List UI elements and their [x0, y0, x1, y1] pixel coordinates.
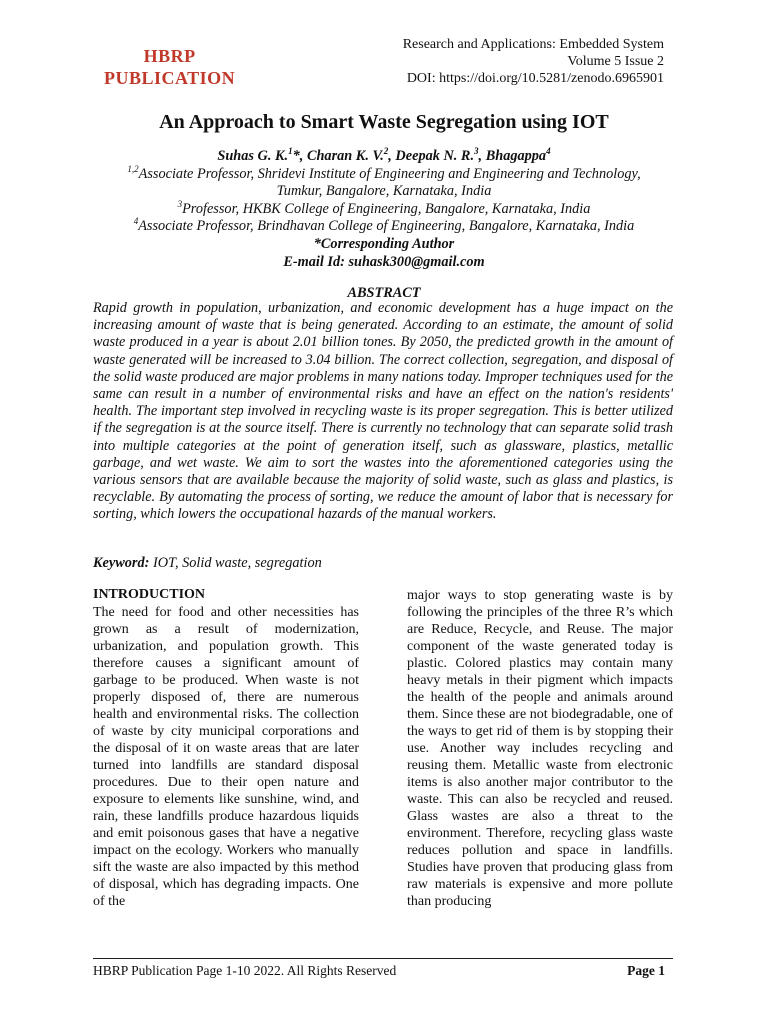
- publisher-name-line2: PUBLICATION: [104, 68, 236, 88]
- author-name: Suhas G. K.: [217, 148, 289, 164]
- keyword-label: Keyword:: [93, 555, 150, 571]
- footer-divider: [93, 958, 673, 959]
- footer-copyright: HBRP Publication Page 1-10 2022. All Rights Reserved: [93, 963, 397, 978]
- author-sep: ,: [478, 148, 486, 164]
- author-sup: 3: [474, 146, 479, 157]
- abstract-text: Rapid growth in population, urbanization, and economic development has a huge impact on the increasing amount of waste that is being generated. According to an estimate, the amount of solid waste produced in a year is about 2.01 billion tones. By 2050, the predicted growth in the amount of waste generated will be increased to 3.04 billion. The correct collection, segregation, and disposal of the solid waste produced are major problems in many nations today. Improper techniques used for the same can result in a number of environmental risks and have an effect on the nation's residents' health. The important step involved in recycling waste is its proper segregation. This is better utilized if the segregation is at the source itself. There is currently no technology that can separate solid trash into multiple categories at the point of generation itself, such as glassware, plastics, metallic garbage, and wet waste. We aim to sort the wastes into the aforementioned categories using the various sensors that are available because the majority of solid waste, such as glass and plastics, is recyclable. By automating the process of sorting, we reduce the amount of labor that is necessary for sorting, which lowers the occupational hazards of the manual workers.: [93, 300, 673, 523]
- affiliation-sup: 3: [177, 199, 183, 210]
- publisher-logo: [104, 45, 235, 89]
- author-sup: 1: [288, 146, 293, 157]
- author-sup: 4: [546, 146, 551, 157]
- journal-doi: DOI: https://doi.org/10.5281/zenodo.6965901: [406, 71, 664, 86]
- abstract-heading: ABSTRACT: [347, 285, 421, 301]
- keywords: [93, 555, 322, 572]
- journal-title: Research and Applications: Embedded System: [402, 37, 664, 52]
- affiliation-text: Associate Professor, Brindhavan College of Engineering, Bangalore, Karnataka, India: [138, 218, 635, 235]
- affiliation-sup: 1,2: [127, 163, 139, 174]
- introduction-column-right: major ways to stop generating waste is by following the principles of the three R’s which are Reduce, Recycle, and Reuse. The major component of the waste generated today is plastic. Colored plastics may contain many heavy metals in their pigment which impacts the health of the people and animals around them. Since these are not biodegradable, one of the ways to get rid of them is by stopping their use. Another way includes recycling and reusing them. Metallic waste from electronic items is also another major contributor to the waste. This can also be recycled and reused. Glass wastes are also a threat to the environment. Therefore, recycling glass waste reduces pollution and space in landfills. Studies have proven that producing glass from raw materials is expensive and more pollute than producing: [407, 588, 673, 909]
- affiliation: [96, 218, 672, 236]
- keyword-values: IOT, Solid waste, segregation: [149, 555, 322, 571]
- affiliation: [96, 201, 672, 219]
- corresponding-author: *Corresponding Author: [313, 235, 455, 252]
- journal-info: [403, 36, 664, 87]
- page-number: Page 1: [627, 963, 665, 978]
- publisher-name-line1: HBRP: [143, 46, 196, 66]
- author-name: Bhagappa: [485, 148, 547, 164]
- author-sup: 2: [383, 146, 389, 157]
- author-list: [96, 148, 672, 166]
- introduction-column-left: The need for food and other necessities has grown as a result of modernization, urbanization, and population growth. This therefore causes a significant amount of garbage to be produced. When waste is not properly disposed of, there are numerous health and environmental risks. The collection of waste by city municipal corporations and the disposal of it on waste areas that are later turned into landfills are standard disposal procedures. Due to their open nature and exposure to elements like sunshine, wind, and rain, these landfills produce hazardous liquids and emit poisonous gases that have a negative impact on the ecology. Workers who manually sift the waste are also impacted by this method of disposal, which has degrading impacts. One of the: [93, 605, 359, 909]
- author-name: Deepak N. R.: [395, 148, 475, 164]
- author-name: Charan K. V.: [306, 148, 384, 164]
- affiliation-text: Professor, HKBK College of Engineering, Bangalore, Karnataka, India: [182, 200, 591, 217]
- author-email: E-mail Id: suhask300@gmail.com: [283, 253, 485, 270]
- affiliation: [96, 163, 672, 184]
- paper-title: An Approach to Smart Waste Segregation using IOT: [159, 111, 609, 133]
- affiliation-sup: 4: [133, 216, 139, 227]
- introduction-heading: INTRODUCTION: [93, 587, 206, 602]
- authors-block: [96, 148, 672, 271]
- journal-volume: Volume 5 Issue 2: [567, 54, 664, 69]
- author-sep: ,: [388, 148, 396, 164]
- affiliation-text: Associate Professor, Shridevi Institute of Engineering and Engineering and Technology,: [138, 165, 641, 182]
- author-sep: *,: [292, 148, 307, 164]
- affiliation-continued: Tumkur, Bangalore, Karnataka, India: [276, 183, 492, 200]
